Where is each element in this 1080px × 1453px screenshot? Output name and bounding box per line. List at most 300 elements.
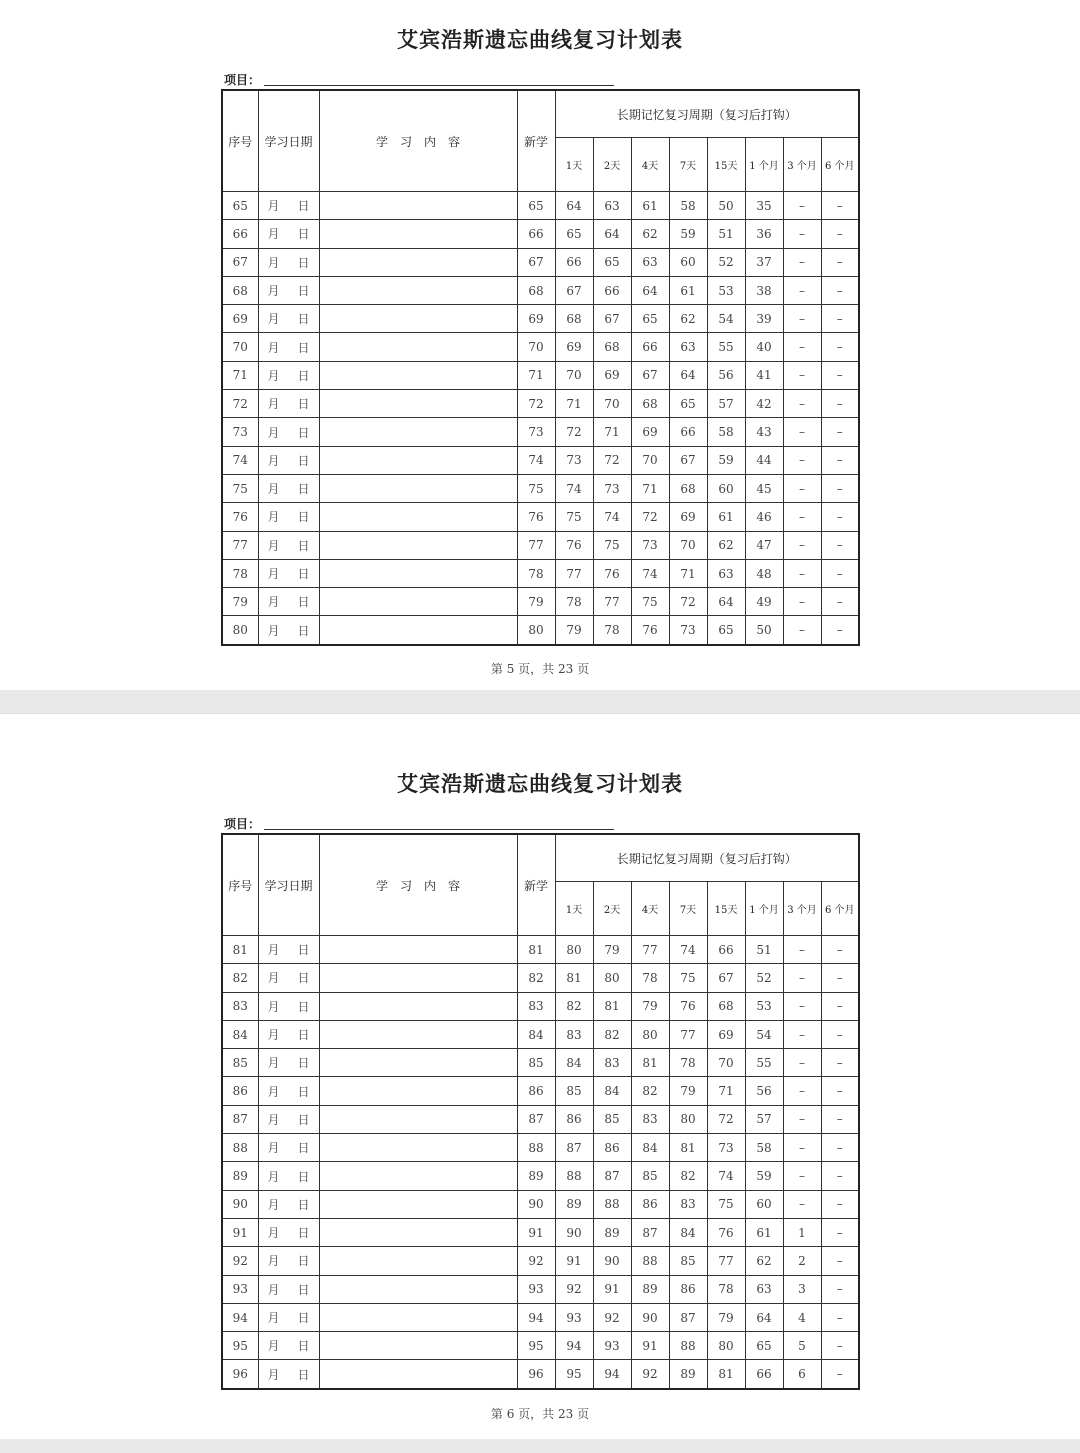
row-review-cell[interactable]: 85 [593,1105,631,1133]
row-review-cell[interactable]: 61 [745,1218,783,1246]
row-date[interactable] [258,616,319,645]
row-date[interactable] [258,1162,319,1190]
row-review-cell[interactable]: 66 [555,248,593,276]
row-review-cell[interactable]: 73 [593,474,631,502]
row-review-cell[interactable]: 83 [631,1105,669,1133]
row-review-cell[interactable]: 89 [593,1218,631,1246]
row-review-cell[interactable]: – [783,248,821,276]
row-review-cell[interactable]: 69 [631,418,669,446]
row-review-cell[interactable]: 66 [669,418,707,446]
row-review-cell[interactable]: – [821,446,859,474]
row-review-cell[interactable]: 55 [707,333,745,361]
row-date[interactable] [258,220,319,248]
row-review-cell[interactable]: 85 [555,1077,593,1105]
row-review-cell[interactable]: – [821,1020,859,1048]
row-date[interactable] [258,1303,319,1331]
row-review-cell[interactable]: – [821,1105,859,1133]
row-review-cell[interactable]: 71 [707,1077,745,1105]
row-review-cell[interactable]: 94 [555,1332,593,1360]
row-content[interactable] [319,361,517,389]
row-review-cell[interactable]: 61 [631,192,669,220]
row-content[interactable] [319,1077,517,1105]
row-review-cell[interactable]: 92 [555,1275,593,1303]
row-review-cell[interactable]: 61 [669,276,707,304]
row-review-cell[interactable]: 73 [631,531,669,559]
row-review-cell[interactable]: 53 [745,992,783,1020]
row-review-cell[interactable]: 59 [745,1162,783,1190]
row-content[interactable] [319,474,517,502]
row-review-cell[interactable]: 52 [707,248,745,276]
row-review-cell[interactable]: 69 [669,503,707,531]
row-review-cell[interactable]: 74 [593,503,631,531]
row-review-cell[interactable]: 67 [669,446,707,474]
row-review-cell[interactable]: 67 [707,964,745,992]
row-review-cell[interactable]: – [821,559,859,587]
row-date[interactable] [258,418,319,446]
row-review-cell[interactable]: 59 [707,446,745,474]
row-review-cell[interactable]: 78 [669,1049,707,1077]
row-review-cell[interactable]: – [821,503,859,531]
row-review-cell[interactable]: – [783,474,821,502]
row-content[interactable] [319,1105,517,1133]
row-review-cell[interactable]: 70 [555,361,593,389]
row-review-cell[interactable]: 69 [555,333,593,361]
row-review-cell[interactable]: 64 [593,220,631,248]
row-review-cell[interactable]: 81 [593,992,631,1020]
row-review-cell[interactable]: – [821,1218,859,1246]
row-content[interactable] [319,1303,517,1331]
row-review-cell[interactable]: 64 [555,192,593,220]
row-review-cell[interactable]: – [821,1303,859,1331]
row-review-cell[interactable]: 39 [745,305,783,333]
row-review-cell[interactable]: 58 [745,1134,783,1162]
row-review-cell[interactable]: 6 [783,1360,821,1389]
row-review-cell[interactable]: 75 [631,588,669,616]
row-date[interactable] [258,1105,319,1133]
row-review-cell[interactable]: 88 [669,1332,707,1360]
row-review-cell[interactable]: 83 [593,1049,631,1077]
row-content[interactable] [319,503,517,531]
row-review-cell[interactable]: 80 [669,1105,707,1133]
row-review-cell[interactable]: 70 [707,1049,745,1077]
row-review-cell[interactable]: – [783,1105,821,1133]
row-content[interactable] [319,1247,517,1275]
row-review-cell[interactable]: 3 [783,1275,821,1303]
row-review-cell[interactable]: 74 [631,559,669,587]
row-review-cell[interactable]: 66 [707,936,745,964]
row-review-cell[interactable]: 65 [745,1332,783,1360]
row-review-cell[interactable]: – [821,1332,859,1360]
row-review-cell[interactable]: 76 [555,531,593,559]
row-review-cell[interactable]: 72 [669,588,707,616]
row-review-cell[interactable]: 53 [707,276,745,304]
row-review-cell[interactable]: – [821,1247,859,1275]
row-review-cell[interactable]: 91 [631,1332,669,1360]
row-review-cell[interactable]: 93 [555,1303,593,1331]
row-date[interactable] [258,248,319,276]
row-content[interactable] [319,559,517,587]
row-review-cell[interactable]: – [821,531,859,559]
row-content[interactable] [319,390,517,418]
row-review-cell[interactable]: 89 [669,1360,707,1389]
row-review-cell[interactable]: 79 [669,1077,707,1105]
row-review-cell[interactable]: 62 [669,305,707,333]
row-date[interactable] [258,1020,319,1048]
row-review-cell[interactable]: 38 [745,276,783,304]
row-review-cell[interactable]: 86 [669,1275,707,1303]
row-review-cell[interactable]: 70 [593,390,631,418]
row-review-cell[interactable]: 42 [745,390,783,418]
row-review-cell[interactable]: 90 [631,1303,669,1331]
row-review-cell[interactable]: – [783,1049,821,1077]
row-review-cell[interactable]: 57 [707,390,745,418]
row-review-cell[interactable]: 86 [593,1134,631,1162]
row-review-cell[interactable]: 62 [631,220,669,248]
row-review-cell[interactable]: 81 [707,1360,745,1389]
row-date[interactable] [258,1134,319,1162]
row-review-cell[interactable]: – [783,361,821,389]
row-review-cell[interactable]: 76 [593,559,631,587]
row-review-cell[interactable]: – [783,1162,821,1190]
row-content[interactable] [319,1162,517,1190]
row-date[interactable] [258,559,319,587]
row-review-cell[interactable]: 72 [593,446,631,474]
row-review-cell[interactable]: 91 [555,1247,593,1275]
row-review-cell[interactable]: 49 [745,588,783,616]
row-date[interactable] [258,588,319,616]
row-review-cell[interactable]: 72 [555,418,593,446]
row-review-cell[interactable]: 78 [631,964,669,992]
row-review-cell[interactable]: – [783,588,821,616]
row-content[interactable] [319,305,517,333]
row-review-cell[interactable]: 54 [745,1020,783,1048]
row-review-cell[interactable]: 80 [555,936,593,964]
row-review-cell[interactable]: – [821,192,859,220]
row-review-cell[interactable]: 92 [593,1303,631,1331]
row-review-cell[interactable]: 64 [745,1303,783,1331]
row-review-cell[interactable]: 65 [593,248,631,276]
row-content[interactable] [319,992,517,1020]
row-review-cell[interactable]: – [783,276,821,304]
row-review-cell[interactable]: 84 [593,1077,631,1105]
row-review-cell[interactable]: – [783,559,821,587]
row-review-cell[interactable]: 68 [631,390,669,418]
row-review-cell[interactable]: – [783,616,821,645]
row-content[interactable] [319,1218,517,1246]
row-date[interactable] [258,1275,319,1303]
row-review-cell[interactable]: 60 [707,474,745,502]
row-review-cell[interactable]: 77 [631,936,669,964]
row-review-cell[interactable]: 73 [707,1134,745,1162]
row-review-cell[interactable]: 61 [707,503,745,531]
row-review-cell[interactable]: 80 [707,1332,745,1360]
row-review-cell[interactable]: 91 [593,1275,631,1303]
row-review-cell[interactable]: 82 [555,992,593,1020]
row-review-cell[interactable]: 67 [555,276,593,304]
row-review-cell[interactable]: 55 [745,1049,783,1077]
row-review-cell[interactable]: 83 [555,1020,593,1048]
row-date[interactable] [258,192,319,220]
row-review-cell[interactable]: 69 [593,361,631,389]
row-review-cell[interactable]: 89 [631,1275,669,1303]
row-review-cell[interactable]: – [821,305,859,333]
row-review-cell[interactable]: 72 [707,1105,745,1133]
row-date[interactable] [258,992,319,1020]
row-review-cell[interactable]: – [821,248,859,276]
row-review-cell[interactable]: 78 [593,616,631,645]
row-review-cell[interactable]: 75 [593,531,631,559]
row-review-cell[interactable]: 43 [745,418,783,446]
row-review-cell[interactable]: 75 [707,1190,745,1218]
row-review-cell[interactable]: 88 [593,1190,631,1218]
row-review-cell[interactable]: 65 [555,220,593,248]
row-review-cell[interactable]: – [821,616,859,645]
row-review-cell[interactable]: – [783,390,821,418]
row-review-cell[interactable]: 75 [555,503,593,531]
row-review-cell[interactable]: 87 [593,1162,631,1190]
row-review-cell[interactable]: – [783,1020,821,1048]
row-content[interactable] [319,333,517,361]
row-date[interactable] [258,964,319,992]
row-review-cell[interactable]: 1 [783,1218,821,1246]
row-review-cell[interactable]: 79 [631,992,669,1020]
row-review-cell[interactable]: 76 [669,992,707,1020]
row-review-cell[interactable]: 79 [707,1303,745,1331]
row-review-cell[interactable]: 69 [707,1020,745,1048]
row-review-cell[interactable]: 77 [707,1247,745,1275]
row-review-cell[interactable]: 85 [669,1247,707,1275]
row-review-cell[interactable]: – [821,964,859,992]
row-date[interactable] [258,936,319,964]
row-content[interactable] [319,531,517,559]
row-review-cell[interactable]: 95 [555,1360,593,1389]
row-content[interactable] [319,1332,517,1360]
row-review-cell[interactable]: – [821,333,859,361]
row-review-cell[interactable]: 62 [707,531,745,559]
row-review-cell[interactable]: 82 [669,1162,707,1190]
row-review-cell[interactable]: – [783,220,821,248]
row-content[interactable] [319,964,517,992]
row-date[interactable] [258,1218,319,1246]
row-review-cell[interactable]: 70 [669,531,707,559]
row-review-cell[interactable]: 84 [555,1049,593,1077]
row-review-cell[interactable]: 90 [555,1218,593,1246]
row-review-cell[interactable]: 78 [555,588,593,616]
row-review-cell[interactable]: 65 [707,616,745,645]
row-review-cell[interactable]: 58 [707,418,745,446]
row-review-cell[interactable]: 75 [669,964,707,992]
row-review-cell[interactable]: 47 [745,531,783,559]
row-review-cell[interactable]: 72 [631,503,669,531]
row-review-cell[interactable]: 67 [593,305,631,333]
row-review-cell[interactable]: 63 [669,333,707,361]
row-review-cell[interactable]: 52 [745,964,783,992]
row-review-cell[interactable]: – [783,1134,821,1162]
row-date[interactable] [258,503,319,531]
row-review-cell[interactable]: – [821,1190,859,1218]
row-review-cell[interactable]: 50 [745,616,783,645]
row-review-cell[interactable]: 67 [631,361,669,389]
row-review-cell[interactable]: 68 [669,474,707,502]
row-review-cell[interactable]: 74 [555,474,593,502]
row-review-cell[interactable]: 92 [631,1360,669,1389]
row-review-cell[interactable]: 81 [631,1049,669,1077]
row-review-cell[interactable]: 59 [669,220,707,248]
row-content[interactable] [319,1360,517,1389]
row-date[interactable] [258,1360,319,1389]
row-review-cell[interactable]: – [821,1360,859,1389]
row-review-cell[interactable]: 58 [669,192,707,220]
row-review-cell[interactable]: 84 [631,1134,669,1162]
row-date[interactable] [258,276,319,304]
row-review-cell[interactable]: 5 [783,1332,821,1360]
row-review-cell[interactable]: – [783,333,821,361]
row-content[interactable] [319,192,517,220]
row-review-cell[interactable]: 73 [669,616,707,645]
row-content[interactable] [319,1190,517,1218]
row-review-cell[interactable]: 79 [555,616,593,645]
row-review-cell[interactable]: 63 [631,248,669,276]
row-review-cell[interactable]: 64 [631,276,669,304]
row-review-cell[interactable]: 51 [707,220,745,248]
row-review-cell[interactable]: 87 [669,1303,707,1331]
row-content[interactable] [319,220,517,248]
row-review-cell[interactable]: – [821,474,859,502]
row-date[interactable] [258,474,319,502]
row-review-cell[interactable]: 45 [745,474,783,502]
row-review-cell[interactable]: 74 [707,1162,745,1190]
row-review-cell[interactable]: 35 [745,192,783,220]
row-date[interactable] [258,1049,319,1077]
row-date[interactable] [258,446,319,474]
row-review-cell[interactable]: 85 [631,1162,669,1190]
row-review-cell[interactable]: 77 [593,588,631,616]
row-review-cell[interactable]: 76 [631,616,669,645]
row-content[interactable] [319,1134,517,1162]
row-date[interactable] [258,305,319,333]
row-review-cell[interactable]: 71 [555,390,593,418]
row-content[interactable] [319,276,517,304]
row-date[interactable] [258,1247,319,1275]
row-content[interactable] [319,1275,517,1303]
row-review-cell[interactable]: 2 [783,1247,821,1275]
row-review-cell[interactable]: 56 [707,361,745,389]
row-review-cell[interactable]: – [821,1134,859,1162]
row-review-cell[interactable]: 63 [707,559,745,587]
row-review-cell[interactable]: – [821,936,859,964]
row-review-cell[interactable]: 68 [593,333,631,361]
row-content[interactable] [319,1020,517,1048]
row-review-cell[interactable]: 93 [593,1332,631,1360]
row-review-cell[interactable]: 88 [631,1247,669,1275]
row-review-cell[interactable]: – [821,276,859,304]
row-review-cell[interactable]: 80 [631,1020,669,1048]
row-review-cell[interactable]: 40 [745,333,783,361]
row-review-cell[interactable]: 50 [707,192,745,220]
row-review-cell[interactable]: 54 [707,305,745,333]
row-review-cell[interactable]: 82 [593,1020,631,1048]
row-review-cell[interactable]: 81 [669,1134,707,1162]
row-review-cell[interactable]: – [821,1275,859,1303]
row-review-cell[interactable]: – [821,1049,859,1077]
row-review-cell[interactable]: 64 [707,588,745,616]
row-review-cell[interactable]: 77 [555,559,593,587]
row-review-cell[interactable]: 57 [745,1105,783,1133]
row-review-cell[interactable]: 84 [669,1218,707,1246]
row-date[interactable] [258,390,319,418]
row-content[interactable] [319,936,517,964]
row-review-cell[interactable]: 4 [783,1303,821,1331]
row-review-cell[interactable]: 86 [631,1190,669,1218]
row-review-cell[interactable]: 71 [631,474,669,502]
row-review-cell[interactable]: – [783,531,821,559]
row-date[interactable] [258,531,319,559]
row-review-cell[interactable]: – [821,588,859,616]
row-review-cell[interactable]: 36 [745,220,783,248]
row-review-cell[interactable]: 86 [555,1105,593,1133]
row-review-cell[interactable]: 76 [707,1218,745,1246]
row-content[interactable] [319,588,517,616]
row-review-cell[interactable]: 90 [593,1247,631,1275]
row-review-cell[interactable]: 62 [745,1247,783,1275]
row-date[interactable] [258,1077,319,1105]
row-review-cell[interactable]: – [783,192,821,220]
row-review-cell[interactable]: 74 [669,936,707,964]
row-review-cell[interactable]: – [783,964,821,992]
row-review-cell[interactable]: 64 [669,361,707,389]
row-review-cell[interactable]: 65 [669,390,707,418]
row-date[interactable] [258,361,319,389]
row-review-cell[interactable]: – [821,361,859,389]
row-review-cell[interactable]: 81 [555,964,593,992]
row-review-cell[interactable]: 65 [631,305,669,333]
row-review-cell[interactable]: – [821,418,859,446]
row-review-cell[interactable]: – [821,1162,859,1190]
row-review-cell[interactable]: 60 [669,248,707,276]
row-content[interactable] [319,248,517,276]
row-review-cell[interactable]: 79 [593,936,631,964]
row-review-cell[interactable]: 80 [593,964,631,992]
row-review-cell[interactable]: 73 [555,446,593,474]
row-review-cell[interactable]: – [783,446,821,474]
row-review-cell[interactable]: 63 [593,192,631,220]
row-content[interactable] [319,616,517,645]
row-review-cell[interactable]: – [821,390,859,418]
row-review-cell[interactable]: 82 [631,1077,669,1105]
row-review-cell[interactable]: 60 [745,1190,783,1218]
row-content[interactable] [319,418,517,446]
row-review-cell[interactable]: 56 [745,1077,783,1105]
row-review-cell[interactable]: 94 [593,1360,631,1389]
row-review-cell[interactable]: 66 [745,1360,783,1389]
row-review-cell[interactable]: – [783,992,821,1020]
row-review-cell[interactable]: – [821,992,859,1020]
row-review-cell[interactable]: 88 [555,1162,593,1190]
row-review-cell[interactable]: 48 [745,559,783,587]
row-review-cell[interactable]: – [783,1077,821,1105]
row-content[interactable] [319,446,517,474]
row-review-cell[interactable]: – [821,220,859,248]
row-review-cell[interactable]: 77 [669,1020,707,1048]
row-review-cell[interactable]: 51 [745,936,783,964]
row-review-cell[interactable]: – [821,1077,859,1105]
row-review-cell[interactable]: 71 [669,559,707,587]
row-review-cell[interactable]: – [783,1190,821,1218]
row-review-cell[interactable]: – [783,305,821,333]
row-review-cell[interactable]: 44 [745,446,783,474]
row-review-cell[interactable]: 46 [745,503,783,531]
row-review-cell[interactable]: 78 [707,1275,745,1303]
